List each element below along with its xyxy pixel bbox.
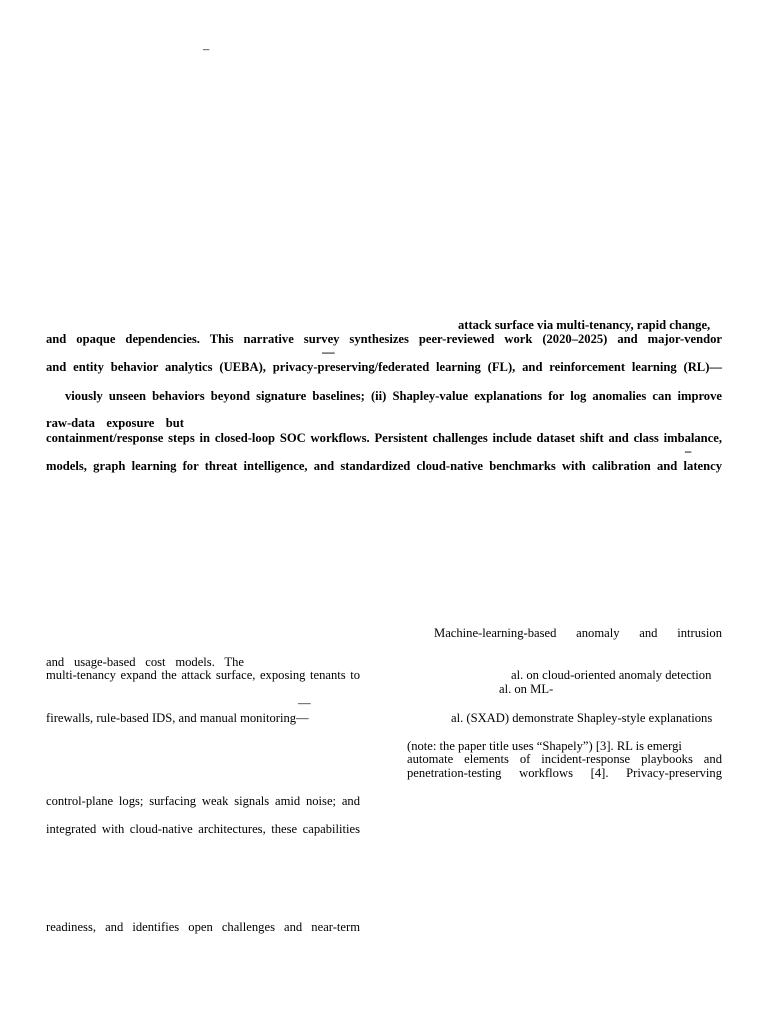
left-line-5: integrated with cloud-native architectures, these capabilities (46, 822, 360, 836)
right-line-5: (note: the paper title uses “Shapely”) [3]. RL is emergi (407, 739, 682, 753)
right-line-3: al. on ML- (499, 682, 554, 696)
abstract-line-4: viously unseen behaviors beyond signature baselines; (ii) Shapley-value explanations for log anomalies can improve (65, 389, 722, 403)
abstract-line-3: and entity behavior analytics (UEBA), privacy-preserving/federated learning (FL), and reinforcement learning (RL)— (46, 360, 722, 374)
right-line-1: Machine-learning-based anomaly and intrusion (434, 626, 722, 640)
left-line-4: control-plane logs; surfacing weak signals amid noise; and (46, 794, 360, 808)
abstract-line-5: raw-data exposure but (46, 416, 184, 430)
left-dash: — (298, 696, 311, 710)
abstract-line-2: and opaque dependencies. This narrative survey synthesizes peer-reviewed work (2020–2025) and major-vendor (46, 332, 722, 346)
left-line-3: firewalls, rule-based IDS, and manual monitoring— (46, 711, 309, 725)
abstract-dash-2: – (685, 444, 692, 458)
abstract-dash-1: — (322, 345, 335, 359)
left-line-2: multi-tenancy expand the attack surface, exposing tenants to (46, 668, 360, 682)
abstract-line-7: models, graph learning for threat intelligence, and standardized cloud-native benchmarks with calibration and latency (46, 459, 722, 473)
right-line-7: penetration-testing workflows [4]. Privacy-preserving (407, 766, 722, 780)
left-line-6: readiness, and identifies open challenges and near-term (46, 920, 360, 934)
abstract-line-1: attack surface via multi-tenancy, rapid change, (458, 318, 711, 332)
right-line-2: al. on cloud-oriented anomaly detection (511, 668, 712, 682)
right-line-4: al. (SXAD) demonstrate Shapley-style explanations (451, 711, 713, 725)
right-line-6: automate elements of incident-response playbooks and (407, 752, 722, 766)
abstract-line-6: containment/response steps in closed-loop SOC workflows. Persistent challenges include dataset shift and class imbalance, (46, 431, 722, 445)
top-mark: – (203, 42, 210, 56)
left-line-1: and usage-based cost models. The (46, 655, 244, 669)
